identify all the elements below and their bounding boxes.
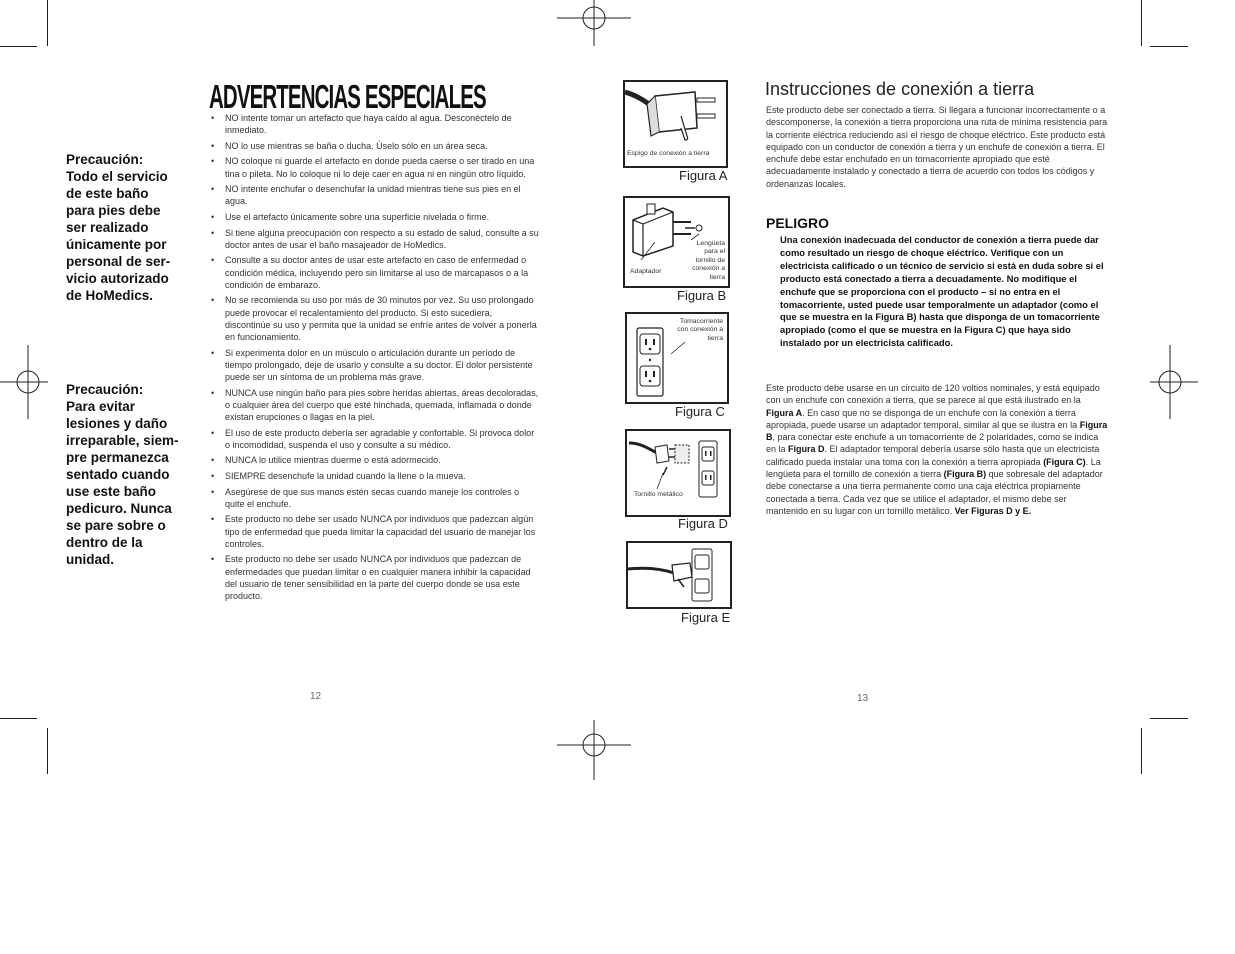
figure-label-tab: Lengüeta para el tornillo de conexión a tierra xyxy=(692,240,725,281)
caution-line: de HoMedics. xyxy=(66,288,154,303)
figure-caption: Figura E xyxy=(681,610,731,625)
body-text: , para conectar este enchufe a un tomacorriente de 2 polaridades, como se indica en la xyxy=(766,432,1099,455)
caution-line: Precaución: xyxy=(66,382,144,397)
list-item: • Consulte a su doctor antes de usar este artefacto en caso de enfermedad o condición médica, incluyendo pero sin limitarse al uso de marcapasos o a la condición de embarazo. xyxy=(210,254,540,291)
caution-line: ser realizado xyxy=(66,220,149,235)
figure-reference: (Figura C) xyxy=(1043,456,1086,467)
list-item: • Asegúrese de que sus manos estén secas cuando maneje los controles o quite el enchufe. xyxy=(210,486,540,510)
caution-line: dentro de la xyxy=(66,535,143,550)
caution-line: únicamente por xyxy=(66,237,167,252)
caution-line: pre permanezca xyxy=(66,450,169,465)
figure-c xyxy=(625,312,729,404)
warnings-list xyxy=(210,112,540,606)
body-text: . La lengüeta para el tornillo de conexión a tierra xyxy=(766,456,1101,480)
figure-b xyxy=(623,196,730,288)
caution-line: sentado cuando xyxy=(66,467,170,482)
list-item: • No se recomienda su uso por más de 30 minutos por vez. Su uso prolongado puede provocar el recalentamiento del producto. Si esto sucediera, discontinúe su uso y permita que la unidad se enfríe antes de volver a ponerla en funcionamiento. xyxy=(210,294,540,343)
body-paragraph xyxy=(766,382,1110,517)
figure-label-adapter: Adaptador xyxy=(630,268,662,275)
figure-reference: Figura D xyxy=(788,444,825,455)
list-item: • El uso de este producto debería ser agradable y confortable. Si provoca dolor o incomodidad, suspenda el uso y consulte a su médico. xyxy=(210,427,540,451)
caution-line: Precaución: xyxy=(66,152,144,167)
intro-paragraph: Este producto debe ser conectado a tierra. Si llegara a funcionar incorrectamente o a descomponerse, la conexión a tierra proporciona una ruta de mínima resistencia para la corriente eléctrica reduciendo así el riesgo de choque eléctrico. Este producto está equipado con un conductor de conexión a tierra y un enchufe de conexión a tierra. El enchufe debe estar enchufado en un tomacorriente apropiado que esté adecuadamente instalado y conectado a tierra de acuerdo con todos los códigos y ordenanzas locales. xyxy=(766,105,1108,189)
list-item: • NO lo use mientras se baña o ducha. Úselo sólo en un área seca. xyxy=(210,140,540,152)
body-text: . En caso que no se disponga de un enchufe con la conexión a tierra apropiada, puede usarse un adaptador temporal, similar al que se ilustra en la xyxy=(766,407,1080,430)
figure-reference: (Figura B) xyxy=(943,469,987,480)
list-item: • NO coloque ni guarde el artefacto en donde pueda caerse o ser tirado en una tina o pileta. No lo coloque ni lo deje caer en agua ni en ningún otro líquido. xyxy=(210,155,540,179)
figure-label: Tomacorriente con conexión a tierra xyxy=(677,318,723,342)
caution-line: de este baño xyxy=(66,186,149,201)
crop-mark xyxy=(1141,728,1142,774)
list-item: • SIEMPRE desenchufe la unidad cuando la llene o la mueva. xyxy=(210,470,540,482)
figure-label: Tornillo metálico xyxy=(634,491,683,498)
list-item: • Si experimenta dolor en un músculo o articulación durante un período de tiempo prolongado, deje de usarlo y consulte a su doctor. El dolor persistente puede ser un síntoma de un problema más grave. xyxy=(210,347,540,384)
registration-mark xyxy=(557,720,631,780)
list-item: • Este producto no debe ser usado NUNCA por individuos que padezcan de enfermedades que puedan limitar o en cualquier manera inhibir la capacidad del usuario de tener sensibilidad en la parte del cuerpo donde se usa este producto. xyxy=(210,553,540,602)
crop-mark xyxy=(47,728,48,774)
caution-line: Todo el servicio xyxy=(66,169,168,184)
figure-reference: Figura A xyxy=(766,407,803,418)
list-item: • NUNCA lo utilice mientras duerme o está adormecido. xyxy=(210,454,540,466)
page-title: ADVERTENCIAS ESPECIALES xyxy=(209,78,486,115)
figure-reference: Figura B xyxy=(766,419,1108,443)
caution-line: vicio autorizado xyxy=(66,271,169,286)
page-number: 13 xyxy=(857,693,869,704)
figure-d xyxy=(625,429,731,517)
figure-caption: Figura B xyxy=(677,288,727,303)
list-item: • Use el artefacto únicamente sobre una superficie nivelada o firme. xyxy=(210,211,540,223)
caution-line: Para evitar xyxy=(66,399,136,414)
caution-line: personal de ser- xyxy=(66,254,171,269)
body-text: Este producto debe usarse en un circuito de 120 voltios nominales, y está equipado con un enchufe con conexión a tierra, que se parece al que está ilustrado en la xyxy=(766,383,1100,406)
figure-caption: Figura C xyxy=(675,404,725,419)
caution-line: irreparable, siem- xyxy=(66,433,179,448)
danger-paragraph: Una conexión inadecuada del conductor de conexión a tierra puede dar como resultado un riesgo de choque eléctrico. Verifique con un electricista calificado o un técnico de servicio si está en duda sobre si el producto está conectado a tierra a decuadamente. No modifique el enchufe que se proporciona con el producto – si no entra en el tomacorriente, usted puede usar temporalmente un adaptador (como el que se muestra en la Figura B) hasta que disponga de un tomacorriente apropiado (como el que se muestra en la Figura C) que haya sido instalado por un electricista calificado. xyxy=(780,234,1104,349)
figure-reference: Ver Figuras D y E. xyxy=(954,505,1032,516)
caution-service xyxy=(66,151,186,304)
figure-e xyxy=(626,541,732,609)
page-number: 12 xyxy=(310,691,322,702)
crop-mark xyxy=(0,46,37,47)
registration-mark xyxy=(1150,345,1198,419)
figure-caption: Figura D xyxy=(678,516,728,531)
caution-line: para pies debe xyxy=(66,203,161,218)
caution-line: pedicuro. Nunca xyxy=(66,501,172,516)
list-item: • NO intente tomar un artefacto que haya caído al agua. Desconéctelo de inmediato. xyxy=(210,112,540,136)
crop-mark xyxy=(47,0,48,46)
caution-seated xyxy=(66,381,186,568)
caution-line: lesiones y daño xyxy=(66,416,168,431)
caution-line: se pare sobre o xyxy=(66,518,166,533)
body-text: . El adaptador temporal debería usarse sólo hasta que un electricista calificado pueda instalar una toma con la conexión a tierra apropiada xyxy=(766,444,1100,467)
list-item: • NO intente enchufar o desenchufar la unidad mientras tiene sus pies en el agua. xyxy=(210,183,540,207)
crop-mark xyxy=(1150,46,1188,47)
adapter-in-outlet-illustration xyxy=(627,431,729,515)
registration-mark xyxy=(0,345,48,419)
section-heading: Instrucciones de conexión a tierra xyxy=(765,79,1035,99)
registration-mark xyxy=(557,0,631,46)
caution-line: unidad. xyxy=(66,552,114,567)
plug-in-outlet-illustration xyxy=(628,543,730,607)
figure-label: Espigo de conexión a tierra xyxy=(627,150,710,157)
list-item: • Este producto no debe ser usado NUNCA por individuos que padezcan algún tipo de enfermedad que pueda limitar la capacidad del usuario de manejar los controles. xyxy=(210,513,540,550)
caution-line: use este baño xyxy=(66,484,157,499)
crop-mark xyxy=(1141,0,1142,46)
list-item: • Si tiene alguna preocupación con respecto a su estado de salud, consulte a su doctor antes de usar el baño masajeador de HoMedics. xyxy=(210,227,540,251)
crop-mark xyxy=(0,718,37,719)
danger-heading: PELIGRO xyxy=(766,215,830,231)
figure-a xyxy=(623,80,728,168)
list-item: • NUNCA use ningún baño para pies sobre heridas abiertas, áreas decoloradas, o cualquier área del cuerpo que esté hinchada, quemada, inflamada o donde existan erupciones o llagas en la piel. xyxy=(210,387,540,424)
crop-mark xyxy=(1150,718,1188,719)
body-text: que sobresale del adaptador debe conectarse a una tierra permanente como una caja eléctrica propiamente conectada a tierra. Cada vez que se utilice el adaptador, el mismo debe ser mantenido en su lugar con un tornillo metálico. xyxy=(766,469,1103,516)
figure-caption: Figura A xyxy=(679,168,728,183)
